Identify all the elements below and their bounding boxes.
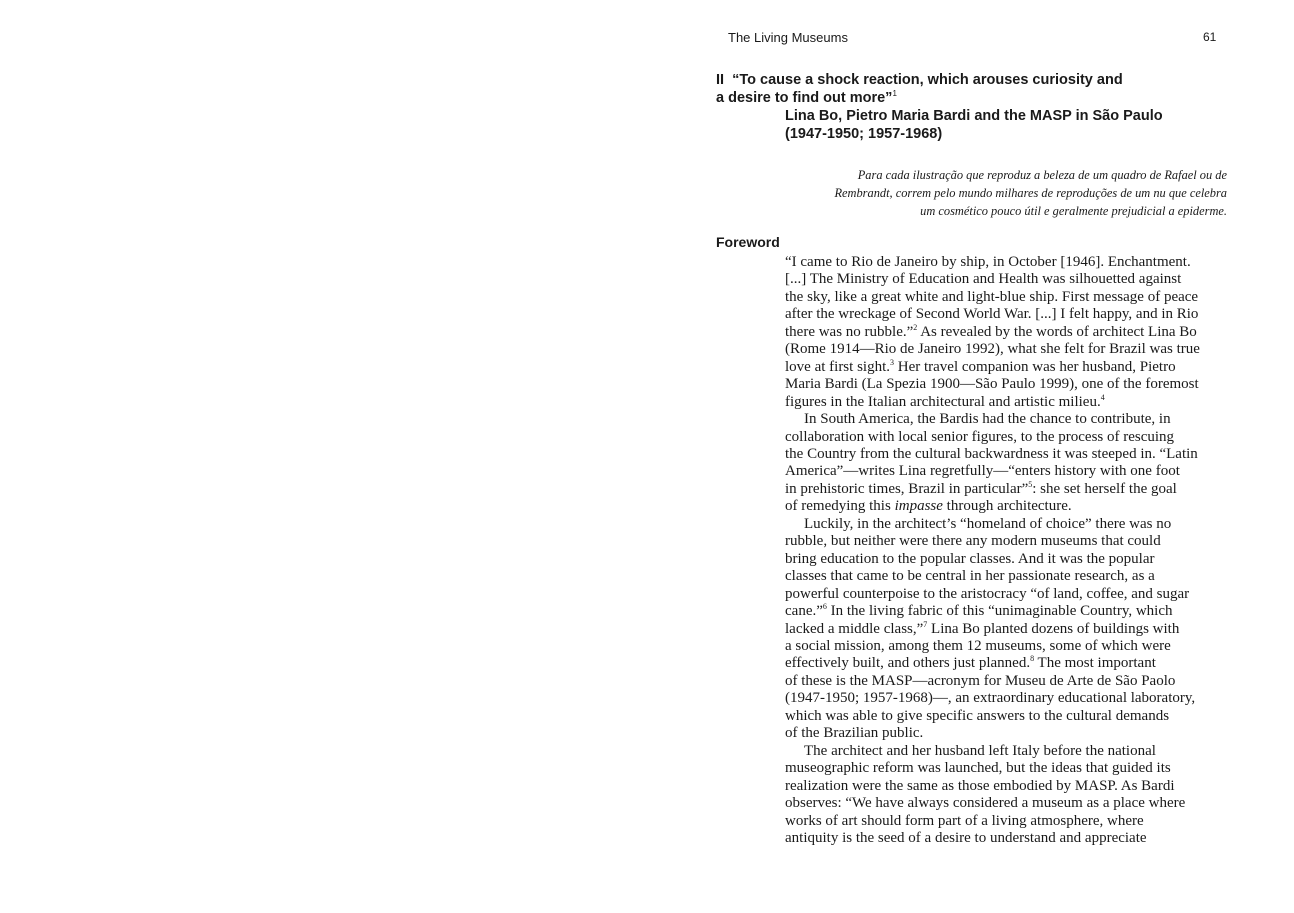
body-line: works of art should form part of a living atmosphere, where	[785, 812, 1144, 829]
body-line: of the Brazilian public.	[785, 725, 924, 742]
epigraph-line: um cosmético pouco útil e geralmente prejudicial a epiderme.	[920, 204, 1227, 218]
footnote-ref: 3	[890, 357, 894, 367]
body-line-text: As revealed by the words of architect Lina Bo	[917, 323, 1197, 340]
footnote-ref: 5	[1028, 479, 1033, 489]
body-line: powerful counterpoise to the aristocracy “of land, coffee, and sugar	[785, 585, 1190, 602]
footnote-ref: 1	[892, 89, 897, 99]
body-line-text: Her travel companion was her husband, Pietro	[894, 358, 1176, 375]
footnote-ref: 8	[1030, 654, 1035, 664]
body-line-text: love at first sight.	[785, 358, 890, 375]
body-line: the sky, like a great white and light-blue ship. First message of peace	[785, 288, 1199, 305]
footnote-ref: 6	[822, 602, 827, 612]
epigraph	[780, 166, 1227, 220]
italic-term: impasse	[894, 498, 943, 515]
footnote-ref: 7	[923, 619, 928, 629]
body-line: America”—writes Lina regretfully—“enters history with one foot	[785, 463, 1180, 480]
footnote-ref: 4	[1100, 392, 1105, 402]
chapter-subtitle-line-2: (1947-1950; 1957-1968)	[785, 126, 943, 142]
body-text	[785, 254, 1235, 847]
body-line-text: : she set herself the goal	[1032, 480, 1177, 497]
chapter-title-line-1	[716, 71, 1236, 89]
body-line	[785, 655, 1235, 672]
running-header: The Living Museums	[728, 30, 848, 45]
body-line	[785, 603, 1235, 620]
body-line: collaboration with local senior figures, to the process of rescuing	[785, 428, 1175, 445]
body-line-text: lacked a middle class,”	[785, 620, 924, 637]
body-line-text: there was no rubble.”	[785, 323, 914, 340]
body-line	[785, 359, 1235, 376]
body-line	[785, 324, 1235, 341]
body-line: classes that came to be central in her passionate research, as a	[785, 568, 1155, 585]
body-line	[785, 481, 1235, 498]
body-line: [...] The Ministry of Education and Health was silhouetted against	[785, 271, 1182, 288]
body-line-text: through architecture.	[942, 498, 1072, 515]
chapter-title-text-2: a desire to find out more”	[716, 90, 893, 106]
body-line-text: figures in the Italian architectural and artistic milieu.	[785, 393, 1101, 410]
body-line: The architect and her husband left Italy before the national	[804, 742, 1156, 759]
body-line: museographic reform was launched, but the ideas that guided its	[785, 760, 1171, 777]
epigraph-line: Para cada ilustração que reproduz a beleza de um quadro de Rafael ou de	[857, 168, 1227, 182]
page-number: 61	[1203, 30, 1217, 44]
body-line: In South America, the Bardis had the chance to contribute, in	[804, 411, 1171, 428]
body-line: the Country from the cultural backwardness it was steeped in. “Latin	[785, 445, 1198, 462]
body-line: Maria Bardi (La Spezia 1900—São Paulo 1999), one of the foremost	[785, 376, 1199, 393]
body-line-text: effectively built, and others just planned.	[785, 655, 1031, 672]
body-line: (1947-1950; 1957-1968)—, an extraordinary educational laboratory,	[785, 690, 1196, 707]
body-line-text: The most important	[1034, 655, 1156, 672]
body-line: of these is the MASP—acronym for Museu de Arte de São Paolo	[785, 672, 1176, 689]
body-line-text: In the living fabric of this “unimaginable Country, which	[826, 603, 1173, 620]
section-heading: Foreword	[716, 234, 780, 250]
body-line-text: of remedying this	[785, 498, 895, 515]
body-line	[785, 621, 1235, 638]
body-line	[785, 498, 1235, 515]
body-line	[785, 394, 1235, 411]
body-line: after the wreckage of Second World War. [...] I felt happy, and in Rio	[785, 306, 1199, 323]
body-line-text: cane.”	[785, 603, 823, 620]
body-line: “I came to Rio de Janeiro by ship, in October [1946]. Enchantment.	[785, 254, 1191, 270]
chapter-heading	[716, 71, 1236, 143]
chapter-title-line-2	[716, 89, 1236, 107]
chapter-subtitle-line-1: Lina Bo, Pietro Maria Bardi and the MASP in São Paulo	[785, 108, 1163, 124]
body-line-text: Lina Bo planted dozens of buildings with	[927, 620, 1180, 637]
body-line: bring education to the popular classes. And it was the popular	[785, 550, 1155, 567]
body-line-text: in prehistoric times, Brazil in particular”	[785, 480, 1029, 497]
body-line: a social mission, among them 12 museums, some of which were	[785, 637, 1171, 654]
body-line: antiquity is the seed of a desire to understand and appreciate	[785, 829, 1147, 846]
body-line: (Rome 1914—Rio de Janeiro 1992), what she felt for Brazil was true	[785, 341, 1200, 358]
body-line: observes: “We have always considered a museum as a place where	[785, 795, 1186, 812]
chapter-title-text-1: “To cause a shock reaction, which arouses curiosity and	[732, 72, 1123, 88]
body-line: Luckily, in the architect’s “homeland of choice” there was no	[804, 515, 1172, 532]
body-line: realization were the same as those embodied by MASP. As Bardi	[785, 777, 1175, 794]
epigraph-line: Rembrandt, correm pelo mundo milhares de reproduções de um nu que celebra	[834, 186, 1227, 200]
footnote-ref: 2	[913, 322, 918, 332]
body-line: rubble, but neither were there any modern museums that could	[785, 533, 1161, 550]
body-line: which was able to give specific answers to the cultural demands	[785, 707, 1170, 724]
chapter-numeral: II	[716, 72, 725, 88]
